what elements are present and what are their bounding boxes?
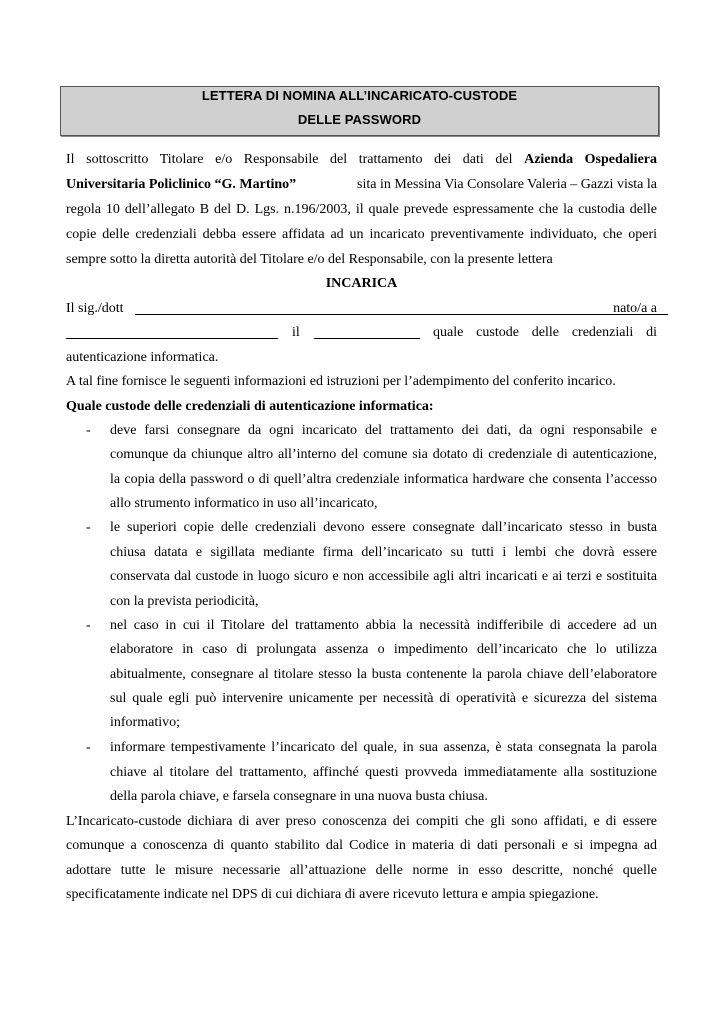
bullet-4-line-1: informare tempestivamente l’incaricato del quale, in sua assenza, è stata consegnata la parola <box>110 740 657 755</box>
intro-line-1 <box>66 151 657 169</box>
bullet-3-line-4: sul quale egli può intervenire unicamente per necessità di operatività e sicurezza del sistema <box>110 691 657 706</box>
dash-2: - <box>86 520 91 535</box>
incarica-heading: INCARICA <box>325 276 398 291</box>
birthdate-blank-field[interactable] <box>314 326 420 339</box>
intro-line-2 <box>66 176 657 194</box>
fine-line: A tal fine fornisce le seguenti informazioni ed istruzioni per l’adempimento del conferito incarico. <box>66 374 616 389</box>
section-heading: Quale custode delle credenziali di autenticazione informatica: <box>66 399 434 414</box>
title-line-1: LETTERA DI NOMINA ALL’INCARICATO-CUSTODE <box>201 88 518 103</box>
bullet-3-line-5: informativo; <box>110 715 180 730</box>
title-box <box>60 86 659 136</box>
bullet-3-line-2: elaboratore in caso di prolungata assenza o impedimento dell’incaricato che lo utilizza <box>110 642 657 657</box>
dash-4: - <box>86 740 91 755</box>
dash-1: - <box>86 423 91 438</box>
bullet-4-line-3: della parola chiave, e farsela consegnare in una nuova busta chiusa. <box>110 789 488 804</box>
bullet-2-line-1: le superiori copie delle credenziali devono essere consegnate dall’incaricato stesso in busta <box>110 520 657 535</box>
closing-line-3: adottare tutte le misure necessarie all’attuazione delle norme in esso descritte, nonché quelle <box>66 863 657 878</box>
closing-line-4: specificatamente indicate nel DPS di cui dichiara di avere ricevuto lettura e ampia spiegazione. <box>66 887 599 902</box>
intro-address: sita in Messina Via Consolare Valeria – Gazzi vista la <box>357 177 657 192</box>
bullet-3-line-3: abitualmente, consegnare al titolare stesso la busta contenente la parola chiave dell’elaboratore <box>110 667 657 682</box>
org-name-part1: Azienda Ospedaliera <box>524 152 658 167</box>
il-label: il <box>292 325 300 340</box>
sig-label: Il sig./dott <box>66 301 124 316</box>
dash-3: - <box>86 618 91 633</box>
bullet-2-line-3: conservata dal custode in luogo sicuro e non accessibile agli altri incaricati e ai terzi e sostituita <box>110 569 657 584</box>
bullet-1-line-2: comunque da chiunque altro all’interno del comune sia dotato di credenziale di autenticazione, <box>110 447 657 462</box>
bullet-1-line-4: allo strumento informatico in uso all’incaricato, <box>110 496 378 511</box>
intro-line-5: sempre sotto la diretta autorità del Titolare e/o del Responsabile, con la presente lettera <box>66 252 553 267</box>
bullet-3-line-1: nel caso in cui il Titolare del trattamento abbia la necessità indifferibile di accedere ad un <box>110 618 657 633</box>
intro-line-4: copie delle credenziali debba essere affidata ad un incaricato preventivamente individuato, che operi <box>66 227 657 242</box>
form-line-1 <box>66 300 657 318</box>
closing-line-2: comunque a conoscenza di quanto stabilito dal Codice in materia di dati personali e si impegna ad <box>66 838 657 853</box>
quale-text: quale custode delle credenziali di <box>433 325 657 340</box>
birthplace-blank-field[interactable] <box>66 326 278 339</box>
bullet-1-line-1: deve farsi consegnare da ogni incaricato del trattamento dei dati, da ogni responsabile e <box>110 423 657 438</box>
org-name-part2: Universitaria Policlinico “G. Martino” <box>66 177 297 192</box>
closing-line-1: L’Incaricato-custode dichiara di aver preso conoscenza dei compiti che gli sono affidati, e di essere <box>66 814 657 829</box>
bullet-2-line-4: con la prevista periodicità, <box>110 594 259 609</box>
intro-line-3: regola 10 dell’allegato B del D. Lgs. n.196/2003, il quale prevede espressamente che la custodia delle <box>66 202 657 217</box>
name-blank-field[interactable] <box>135 302 668 315</box>
bullet-2-line-2: chiusa datata e sigillata mediante firma dell’incaricato su tutti i lembi che dovrà essere <box>110 545 657 560</box>
autent-line: autenticazione informatica. <box>66 350 219 365</box>
bullet-1-line-3: la copia della password o di quell’altra credenziale informatica hardware che consenta l’accesso <box>110 472 657 487</box>
intro-text: Il sottoscritto Titolare e/o Responsabile del trattamento dei dati del <box>66 152 513 167</box>
bullet-4-line-2: chiave al titolare del trattamento, affinché questi provveda immediatamente alla sostituzione <box>110 765 657 780</box>
title-line-2: DELLE PASSWORD <box>297 112 422 127</box>
nato-label: nato/a a <box>613 301 657 316</box>
